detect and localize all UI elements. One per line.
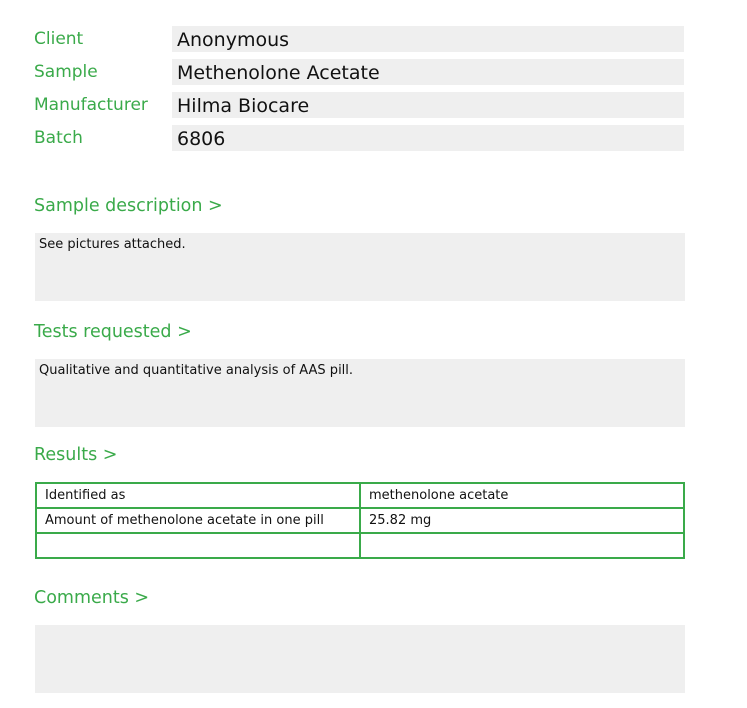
- batch-value: 6806: [172, 125, 684, 151]
- sample-value: Methenolone Acetate: [172, 59, 684, 85]
- results-cell: methenolone acetate: [360, 483, 684, 508]
- tests-requested-box: Qualitative and quantitative analysis of AAS pill.: [35, 359, 685, 427]
- batch-label: Batch: [34, 128, 83, 148]
- tests-requested-heading: Tests requested >: [34, 322, 192, 342]
- results-cell: [36, 533, 360, 558]
- table-row: [36, 508, 684, 533]
- table-row: [36, 533, 684, 558]
- manufacturer-value: Hilma Biocare: [172, 92, 684, 118]
- client-label: Client: [34, 29, 84, 49]
- comments-box: [35, 625, 685, 693]
- results-table: [35, 482, 685, 559]
- results-cell: Identified as: [36, 483, 360, 508]
- results-cell: Amount of methenolone acetate in one pill: [36, 508, 360, 533]
- results-heading: Results >: [34, 445, 118, 465]
- comments-heading: Comments >: [34, 588, 150, 608]
- sample-label: Sample: [34, 62, 98, 82]
- results-cell: [360, 533, 684, 558]
- table-row: [36, 483, 684, 508]
- sample-description-box: See pictures attached.: [35, 233, 685, 301]
- results-cell: 25.82 mg: [360, 508, 684, 533]
- manufacturer-label: Manufacturer: [34, 95, 148, 115]
- client-value: Anonymous: [172, 26, 684, 52]
- sample-description-heading: Sample description >: [34, 196, 223, 216]
